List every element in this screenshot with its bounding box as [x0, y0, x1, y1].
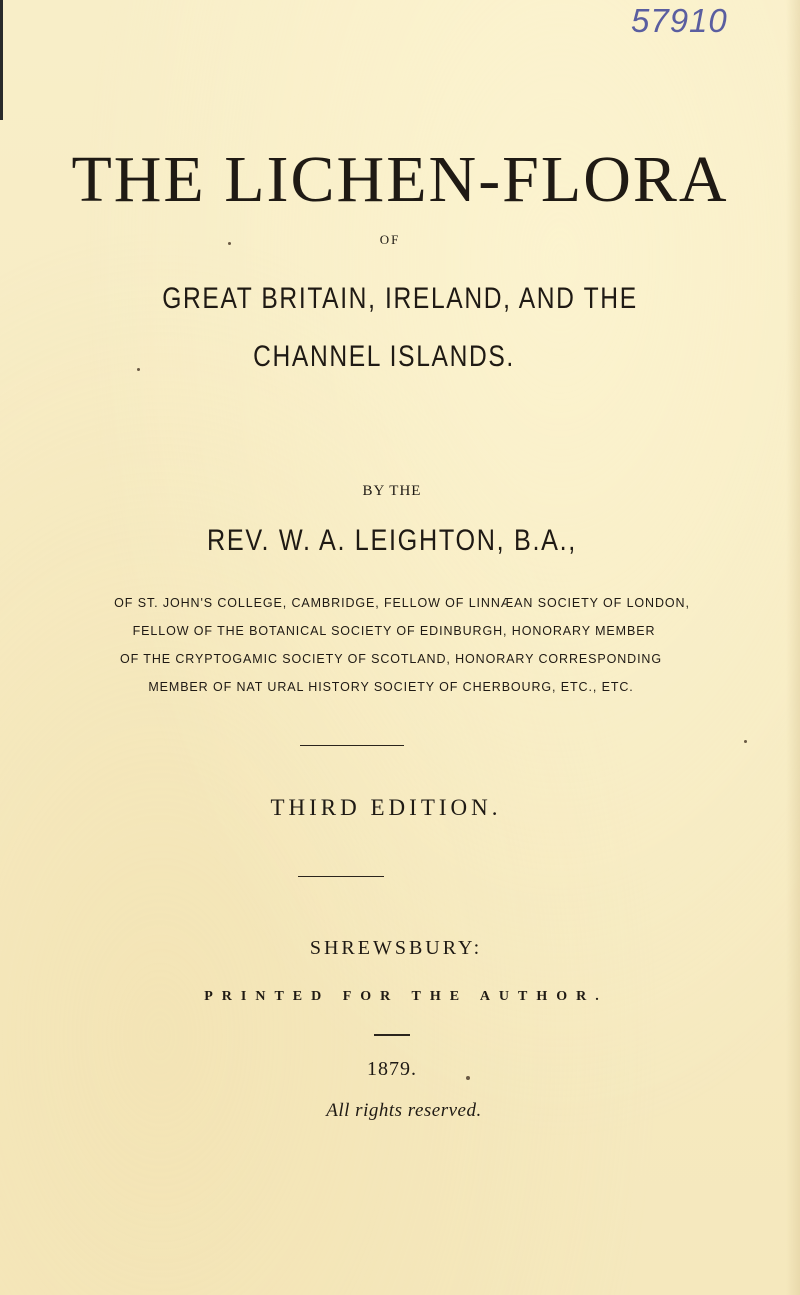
edition-statement: THIRD EDITION.	[270, 795, 502, 820]
author-prefix: BY THE	[362, 483, 422, 499]
paper-speck	[137, 368, 140, 371]
divider-rule	[374, 1034, 410, 1036]
printer-statement: PRINTED FOR THE AUTHOR.	[204, 989, 608, 1004]
author-name: REV. W. A. LEIGHTON, B.A.,	[207, 524, 577, 557]
book-title: THE LICHEN-FLORA	[71, 143, 729, 216]
subtitle-line-1: GREAT BRITAIN, IRELAND, AND THE	[162, 282, 638, 315]
rights-statement: All rights reserved.	[326, 1100, 482, 1121]
publication-place: SHREWSBURY:	[309, 937, 483, 959]
publication-year: 1879.	[367, 1058, 417, 1080]
divider-rule	[300, 745, 404, 746]
subtitle-line-2: CHANNEL ISLANDS.	[253, 340, 515, 373]
page-edge-shadow	[0, 0, 3, 120]
paper-speck	[744, 740, 747, 743]
author-affiliation-line: FELLOW OF THE BOTANICAL SOCIETY OF EDINBURGH, HONORARY MEMBER	[132, 624, 656, 638]
author-affiliation-line: OF THE CRYPTOGAMIC SOCIETY OF SCOTLAND, HONORARY CORRESPONDING	[120, 652, 662, 666]
title-connector: OF	[379, 232, 401, 247]
divider-rule	[298, 876, 384, 877]
paper-speck	[228, 242, 231, 245]
author-affiliation-line: MEMBER OF NAT URAL HISTORY SOCIETY OF CHERBOURG, ETC., ETC.	[148, 680, 634, 694]
shelfmark-annotation: 57910	[631, 2, 728, 39]
author-affiliation-line: OF ST. JOHN'S COLLEGE, CAMBRIDGE, FELLOW OF LINNÆAN SOCIETY OF LONDON,	[114, 596, 690, 610]
paper-speck	[466, 1076, 470, 1080]
